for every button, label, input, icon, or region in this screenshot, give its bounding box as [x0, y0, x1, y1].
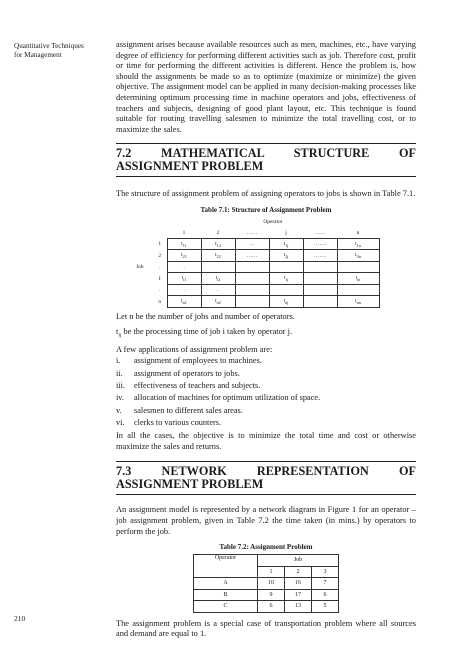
running-header	[14, 42, 109, 60]
table-cell: $t_{12}$	[201, 238, 235, 250]
book-title-line2: for Management	[14, 51, 62, 59]
main-content	[116, 40, 416, 640]
table-7-1	[133, 217, 380, 308]
section-7-3-heading: 7.3 NETWORK REPRESENTATION OF ASSIGNMENT PROBLEM	[116, 464, 416, 492]
col-header: ……	[246, 229, 258, 236]
table-7-2	[193, 554, 339, 613]
table-row	[133, 238, 379, 250]
time-cell: 16	[285, 578, 312, 590]
table-row	[133, 296, 379, 308]
row-label-spacer	[133, 284, 153, 296]
table-cell: $t_{i1}$	[167, 273, 201, 285]
time-cell: 6	[312, 589, 339, 601]
table-cell: $t_{i2}$	[201, 273, 235, 285]
col-header: n	[356, 229, 360, 236]
col-header: j	[285, 229, 287, 236]
job-number: 1	[258, 566, 285, 578]
section-rule	[116, 461, 416, 462]
section-rule	[116, 494, 416, 495]
job-number: 3	[312, 566, 339, 578]
list-item-text: allocation of machines for optimum utilization of space.	[134, 393, 321, 403]
table-cell: .	[167, 261, 201, 273]
table-row	[133, 261, 379, 273]
table-cell: $t_{1j}$	[269, 238, 303, 250]
col-header: 1	[182, 229, 186, 236]
row-index: .	[159, 287, 161, 294]
list-item-number: vi.	[116, 417, 125, 427]
list-item-text: clerks to various counters.	[134, 417, 222, 427]
table-cell	[303, 273, 337, 285]
intro-paragraph: assignment arises because available resources such as men, machines, etc., have varying degree of efficiency for performing different activities such as job. Therefore cost, profit or time for performing the different activities is different. Hence the problem is, how should the assignments be made so as to optimize (maximize or minimize) the given objective. The assignment model can be applied in many decision-making processes like determining optimum processing time in machine operators and jobs, effectiveness of teachers and subjects, designing of good plant layout, etc. This technique is found suitable for routing travelling salesmen to minimize the total travelling cost, or to maximize the sales.	[116, 40, 416, 134]
section-7-2-intro: The structure of assignment problem of assigning operators to jobs is shown in Table 7.1.	[116, 189, 416, 199]
row-index: n	[158, 298, 162, 305]
table-cell: .	[167, 284, 201, 296]
table-cell: $t_{1n}$	[337, 238, 379, 250]
list-item-text: salesmen to different sales areas.	[134, 405, 243, 415]
row-index: 1	[158, 241, 162, 248]
table-cell: $t_{nj}$	[269, 296, 303, 308]
table-cell: …	[235, 238, 269, 250]
time-cell: 6	[258, 601, 285, 613]
time-cell: 17	[285, 589, 312, 601]
job-number: 2	[285, 566, 312, 578]
row-label-spacer	[133, 250, 153, 262]
book-title-line1: Quantitative Techniques	[14, 42, 84, 50]
row-index: 2	[158, 252, 162, 259]
operator-header: Operator	[263, 219, 283, 226]
table-cell	[235, 296, 269, 308]
table-cell: .	[201, 284, 235, 296]
table-cell	[235, 273, 269, 285]
section-7-3-closing: The assignment problem is a special case of transportation problem where all sources and demand are equal to 1.	[116, 618, 416, 639]
definition-n: Let n be the number of jobs and number of operators.	[116, 311, 295, 321]
table-row	[133, 284, 379, 296]
table-cell: $t_{2n}$	[337, 250, 379, 262]
table-cell: $t_{nn}$	[337, 296, 379, 308]
row-label-spacer	[133, 296, 153, 308]
table-cell	[235, 261, 269, 273]
list-item	[116, 405, 416, 417]
table-cell: $t_{ij}$	[269, 273, 303, 285]
table-cell: $t_{in}$	[337, 273, 379, 285]
table-cell	[303, 284, 337, 296]
time-cell: 10	[258, 578, 285, 590]
row-label-spacer	[133, 238, 153, 250]
list-item-number: iv.	[116, 393, 124, 403]
table-cell	[269, 284, 303, 296]
list-item-number: iii.	[116, 380, 125, 390]
table-cell: …….	[303, 250, 337, 262]
section-7-3-intro: An assignment model is represented by a network diagram in Figure 1 for an operator – job assignment problem, given in Table 7.2 the time taken (in mins.) by operators to perform the job.	[116, 505, 416, 536]
table-cell: $t_{2j}$	[269, 250, 303, 262]
table-cell	[235, 284, 269, 296]
row-index: I	[158, 275, 161, 282]
table-cell: $t_{n1}$	[167, 296, 201, 308]
operator-cell: C	[194, 601, 258, 613]
row-index: .	[159, 264, 161, 271]
table-cell	[303, 261, 337, 273]
table-cell	[201, 261, 235, 273]
table-cell	[337, 261, 379, 273]
list-item-text: effectiveness of teachers and subjects.	[134, 380, 261, 390]
table-7-1-caption: Table 7.1: Structure of Assignment Problem	[200, 205, 332, 214]
row-label-spacer	[133, 273, 153, 285]
time-cell: 9	[258, 589, 285, 601]
table-cell	[303, 296, 337, 308]
table-cell	[337, 284, 379, 296]
table-cell: …….	[303, 238, 337, 250]
table-7-2-caption: Table 7.2: Assignment Problem	[219, 543, 313, 552]
operator-cell: A	[194, 578, 258, 590]
list-item-number: i.	[116, 356, 121, 366]
table-cell: ……	[235, 250, 269, 262]
section-rule	[116, 176, 416, 177]
table-row	[133, 273, 379, 285]
time-cell: 5	[312, 601, 339, 613]
list-item-number: ii.	[116, 368, 123, 378]
applications-list	[116, 355, 416, 429]
time-cell: 13	[285, 601, 312, 613]
list-item	[116, 380, 416, 392]
table-cell: $t_{21}$	[167, 250, 201, 262]
page-number: 210	[14, 614, 26, 623]
table-cell: $t_{11}$	[167, 238, 201, 250]
job-row-label: Job	[136, 264, 144, 271]
table-row	[133, 250, 379, 262]
list-item	[116, 355, 416, 367]
job-header: Job	[258, 555, 339, 567]
definition-tij: $t_{ij}$ be the processing time of job i taken by operator j.	[116, 326, 293, 339]
table-cell: $t_{22}$	[201, 250, 235, 262]
list-item	[116, 392, 416, 404]
applications-intro: A few applications of assignment problem are:	[116, 344, 273, 354]
time-cell: 7	[312, 578, 339, 590]
list-item-text: assignment of operators to jobs.	[134, 368, 240, 378]
col-header: 2	[216, 229, 220, 236]
list-item-number: v.	[116, 405, 122, 415]
table-cell: $t_{n2}$	[201, 296, 235, 308]
list-item	[116, 417, 416, 429]
section-7-2-heading: 7.2 MATHEMATICAL STRUCTURE OF ASSIGNMENT PROBLEM	[116, 146, 416, 174]
table-row	[194, 578, 339, 590]
table-cell	[269, 261, 303, 273]
operator-header: Operator	[194, 555, 258, 578]
operator-cell: B	[194, 589, 258, 601]
col-header: ……	[314, 229, 326, 236]
table-row	[194, 589, 339, 601]
section-7-2-conclusion: In all the cases, the objective is to minimize the total time and cost or otherwise maximize the sales and returns.	[116, 431, 416, 451]
section-rule	[116, 143, 416, 144]
list-item	[116, 368, 416, 380]
table-row	[194, 601, 339, 613]
list-item-text: assignment of employees to machines.	[134, 356, 262, 366]
